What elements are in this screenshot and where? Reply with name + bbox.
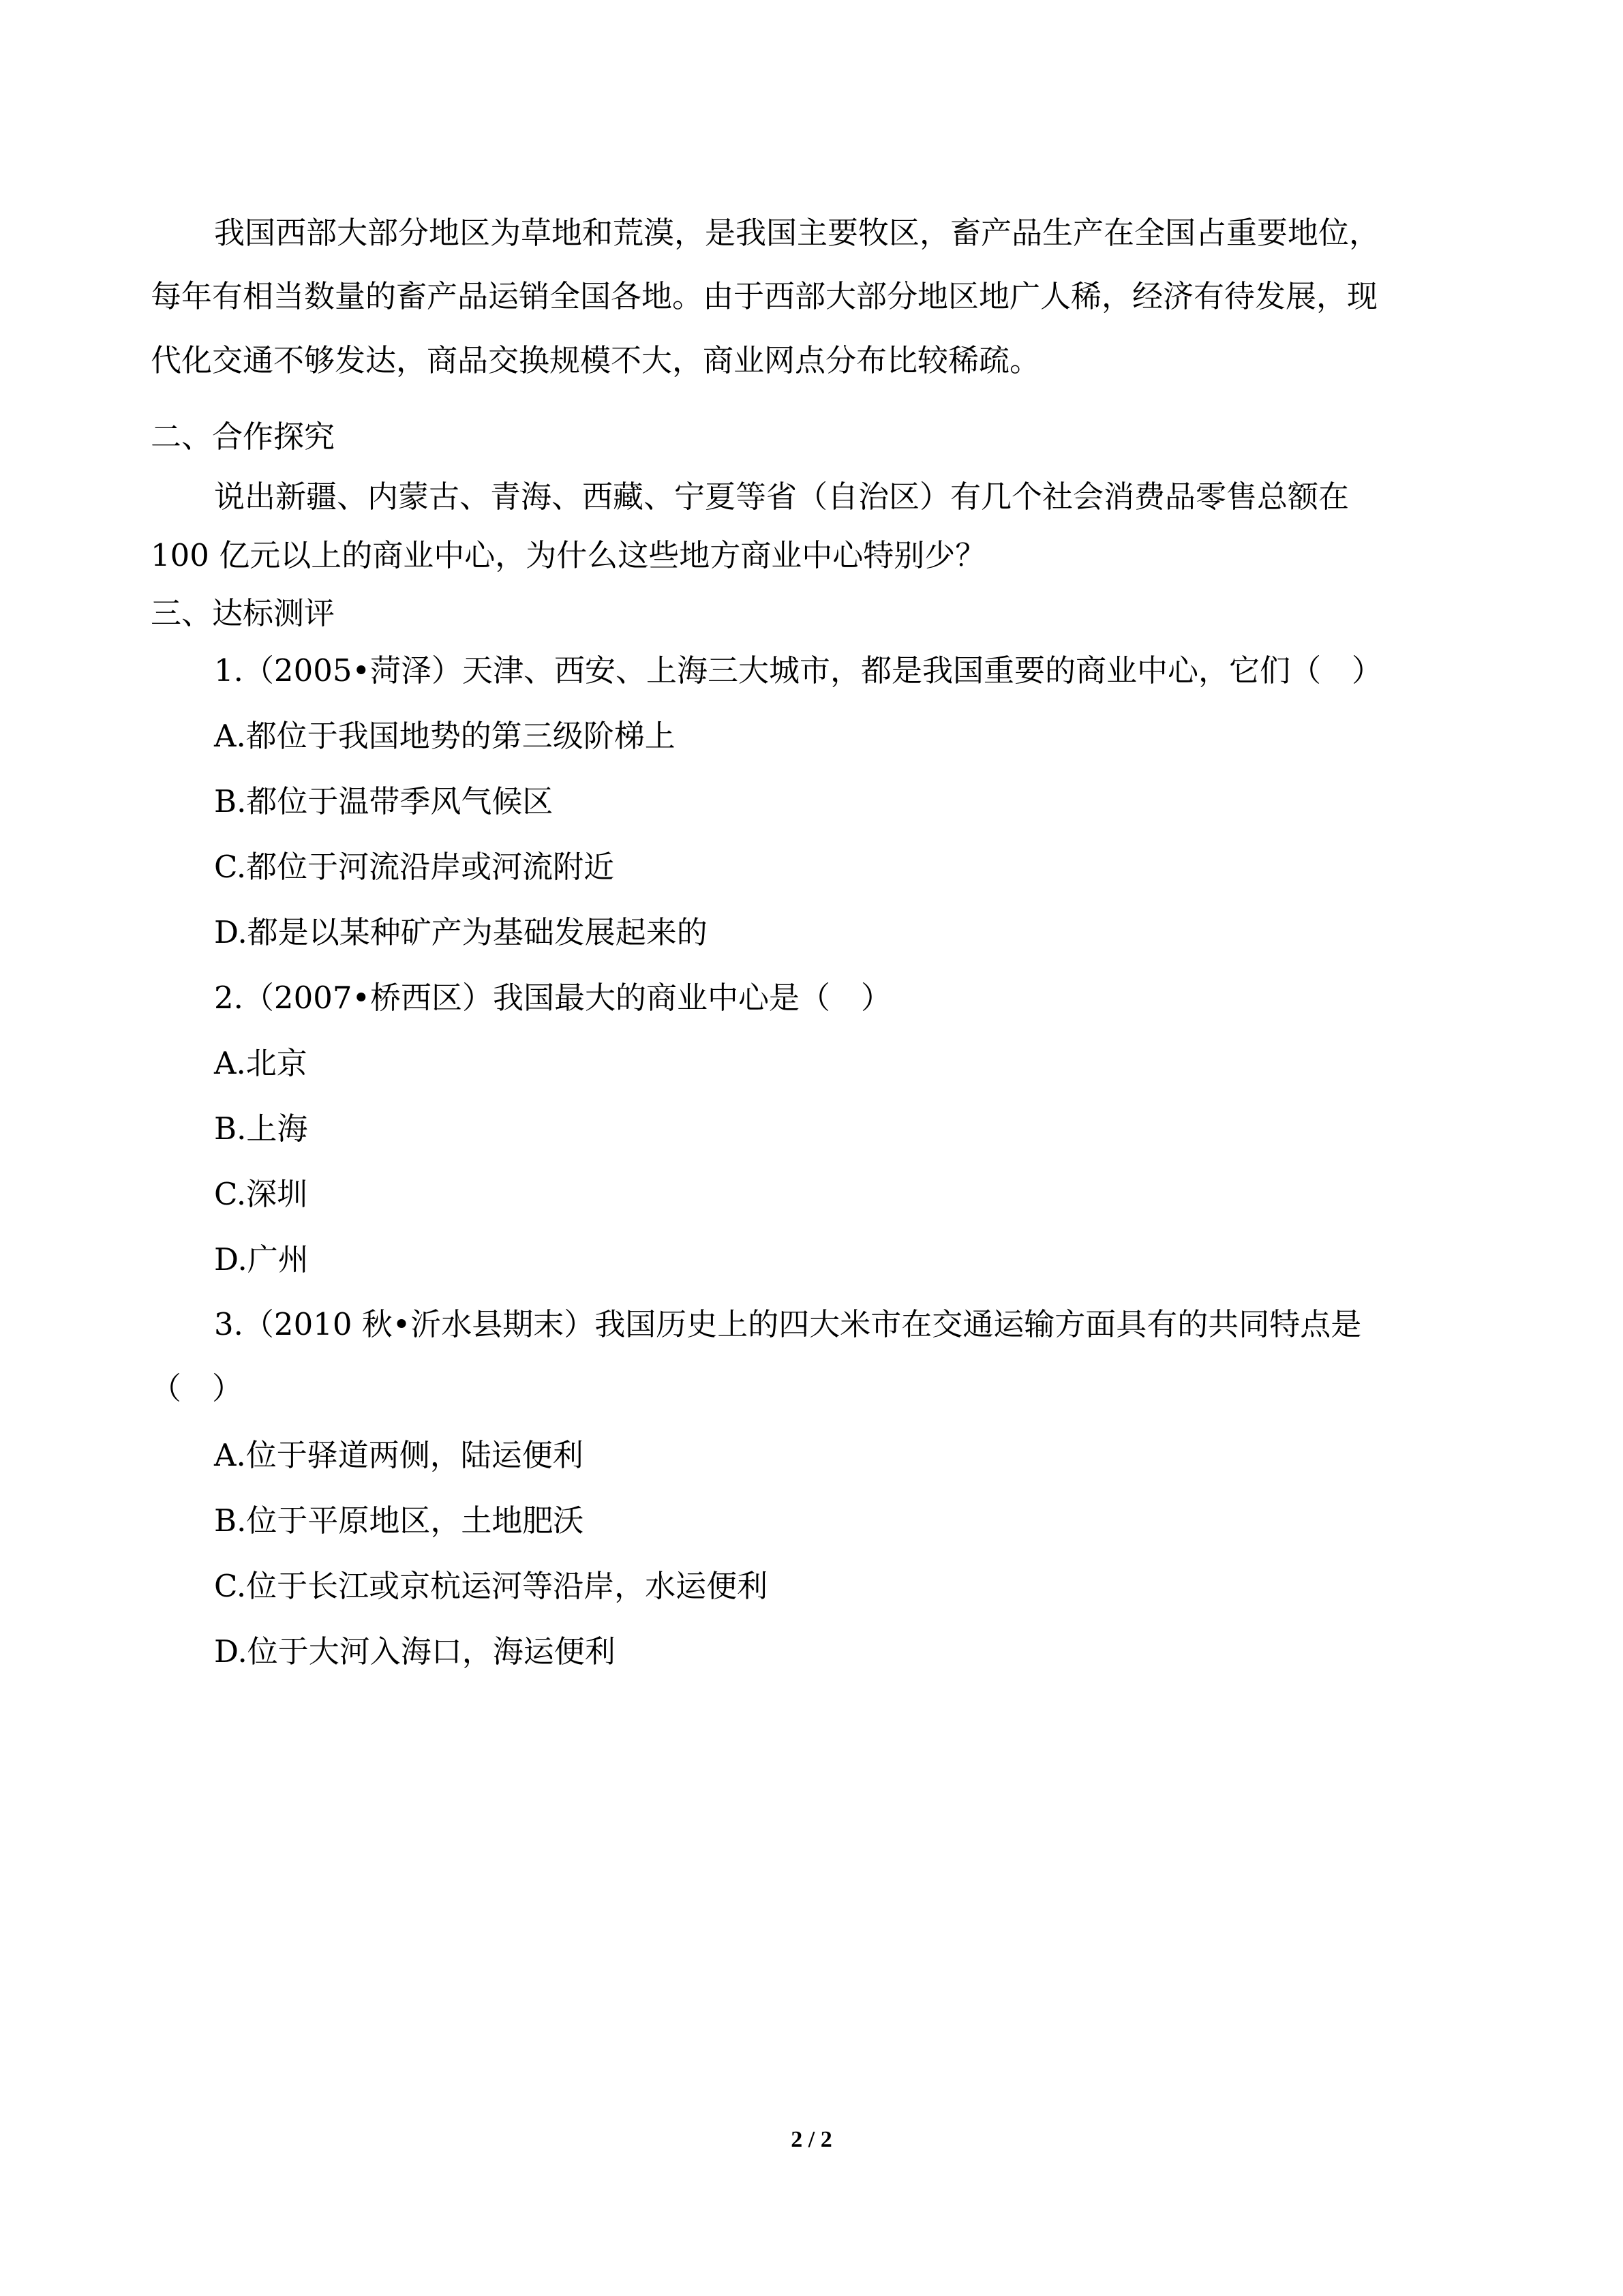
question-2-option-d: D.广州 xyxy=(214,1241,309,1278)
intro-line-2: 每年有相当数量的畜产品运销全国各地。由于西部大部分地区地广人稀，经济有待发展，现 xyxy=(151,278,1378,314)
question-1-option-b: B.都位于温带季风气候区 xyxy=(214,783,553,819)
question-3-stem: 3.（2010 秋•沂水县期末）我国历史上的四大米市在交通运输方面具有的共同特点是 xyxy=(214,1306,1362,1342)
intro-line-3: 代化交通不够发达，商品交换规模不大，商业网点分布比较稀疏。 xyxy=(151,342,1041,378)
question-3-option-b: B.位于平原地区，土地肥沃 xyxy=(214,1502,584,1539)
section2-line-2: 100 亿元以上的商业中心，为什么这些地方商业中心特别少？ xyxy=(151,537,986,573)
intro-line-1: 我国西部大部分地区为草地和荒漠，是我国主要牧区，畜产品生产在全国占重要地位， xyxy=(214,215,1380,251)
question-2-stem: 2.（2007•桥西区）我国最大的商业中心是（ ） xyxy=(214,980,892,1016)
section3-heading: 三、达标测评 xyxy=(151,595,335,631)
question-1-option-a: A.都位于我国地势的第三级阶梯上 xyxy=(214,718,676,754)
question-3-option-d: D.位于大河入海口，海运便利 xyxy=(214,1633,616,1670)
section2-heading: 二、合作探究 xyxy=(151,419,335,455)
question-2-option-c: C.深圳 xyxy=(214,1176,308,1212)
question-1-stem: 1.（2005•菏泽）天津、西安、上海三大城市，都是我国重要的商业中心，它们（ ） xyxy=(214,652,1383,689)
question-1-option-d: D.都是以某种矿产为基础发展起来的 xyxy=(214,914,708,950)
section2-line-1: 说出新疆、内蒙古、青海、西藏、宁夏等省（自治区）有几个社会消费品零售总额在 xyxy=(214,479,1350,515)
question-1-option-c: C.都位于河流沿岸或河流附近 xyxy=(214,849,615,885)
page-number: 2 / 2 xyxy=(791,2127,832,2152)
question-3-option-c: C.位于长江或京杭运河等沿岸，水运便利 xyxy=(214,1568,768,1604)
question-3-stem-cont: （ ） xyxy=(151,1370,243,1406)
question-2-option-a: A.北京 xyxy=(214,1045,307,1081)
question-2-option-b: B.上海 xyxy=(214,1111,308,1147)
question-3-option-a: A.位于驿道两侧，陆运便利 xyxy=(214,1437,583,1473)
